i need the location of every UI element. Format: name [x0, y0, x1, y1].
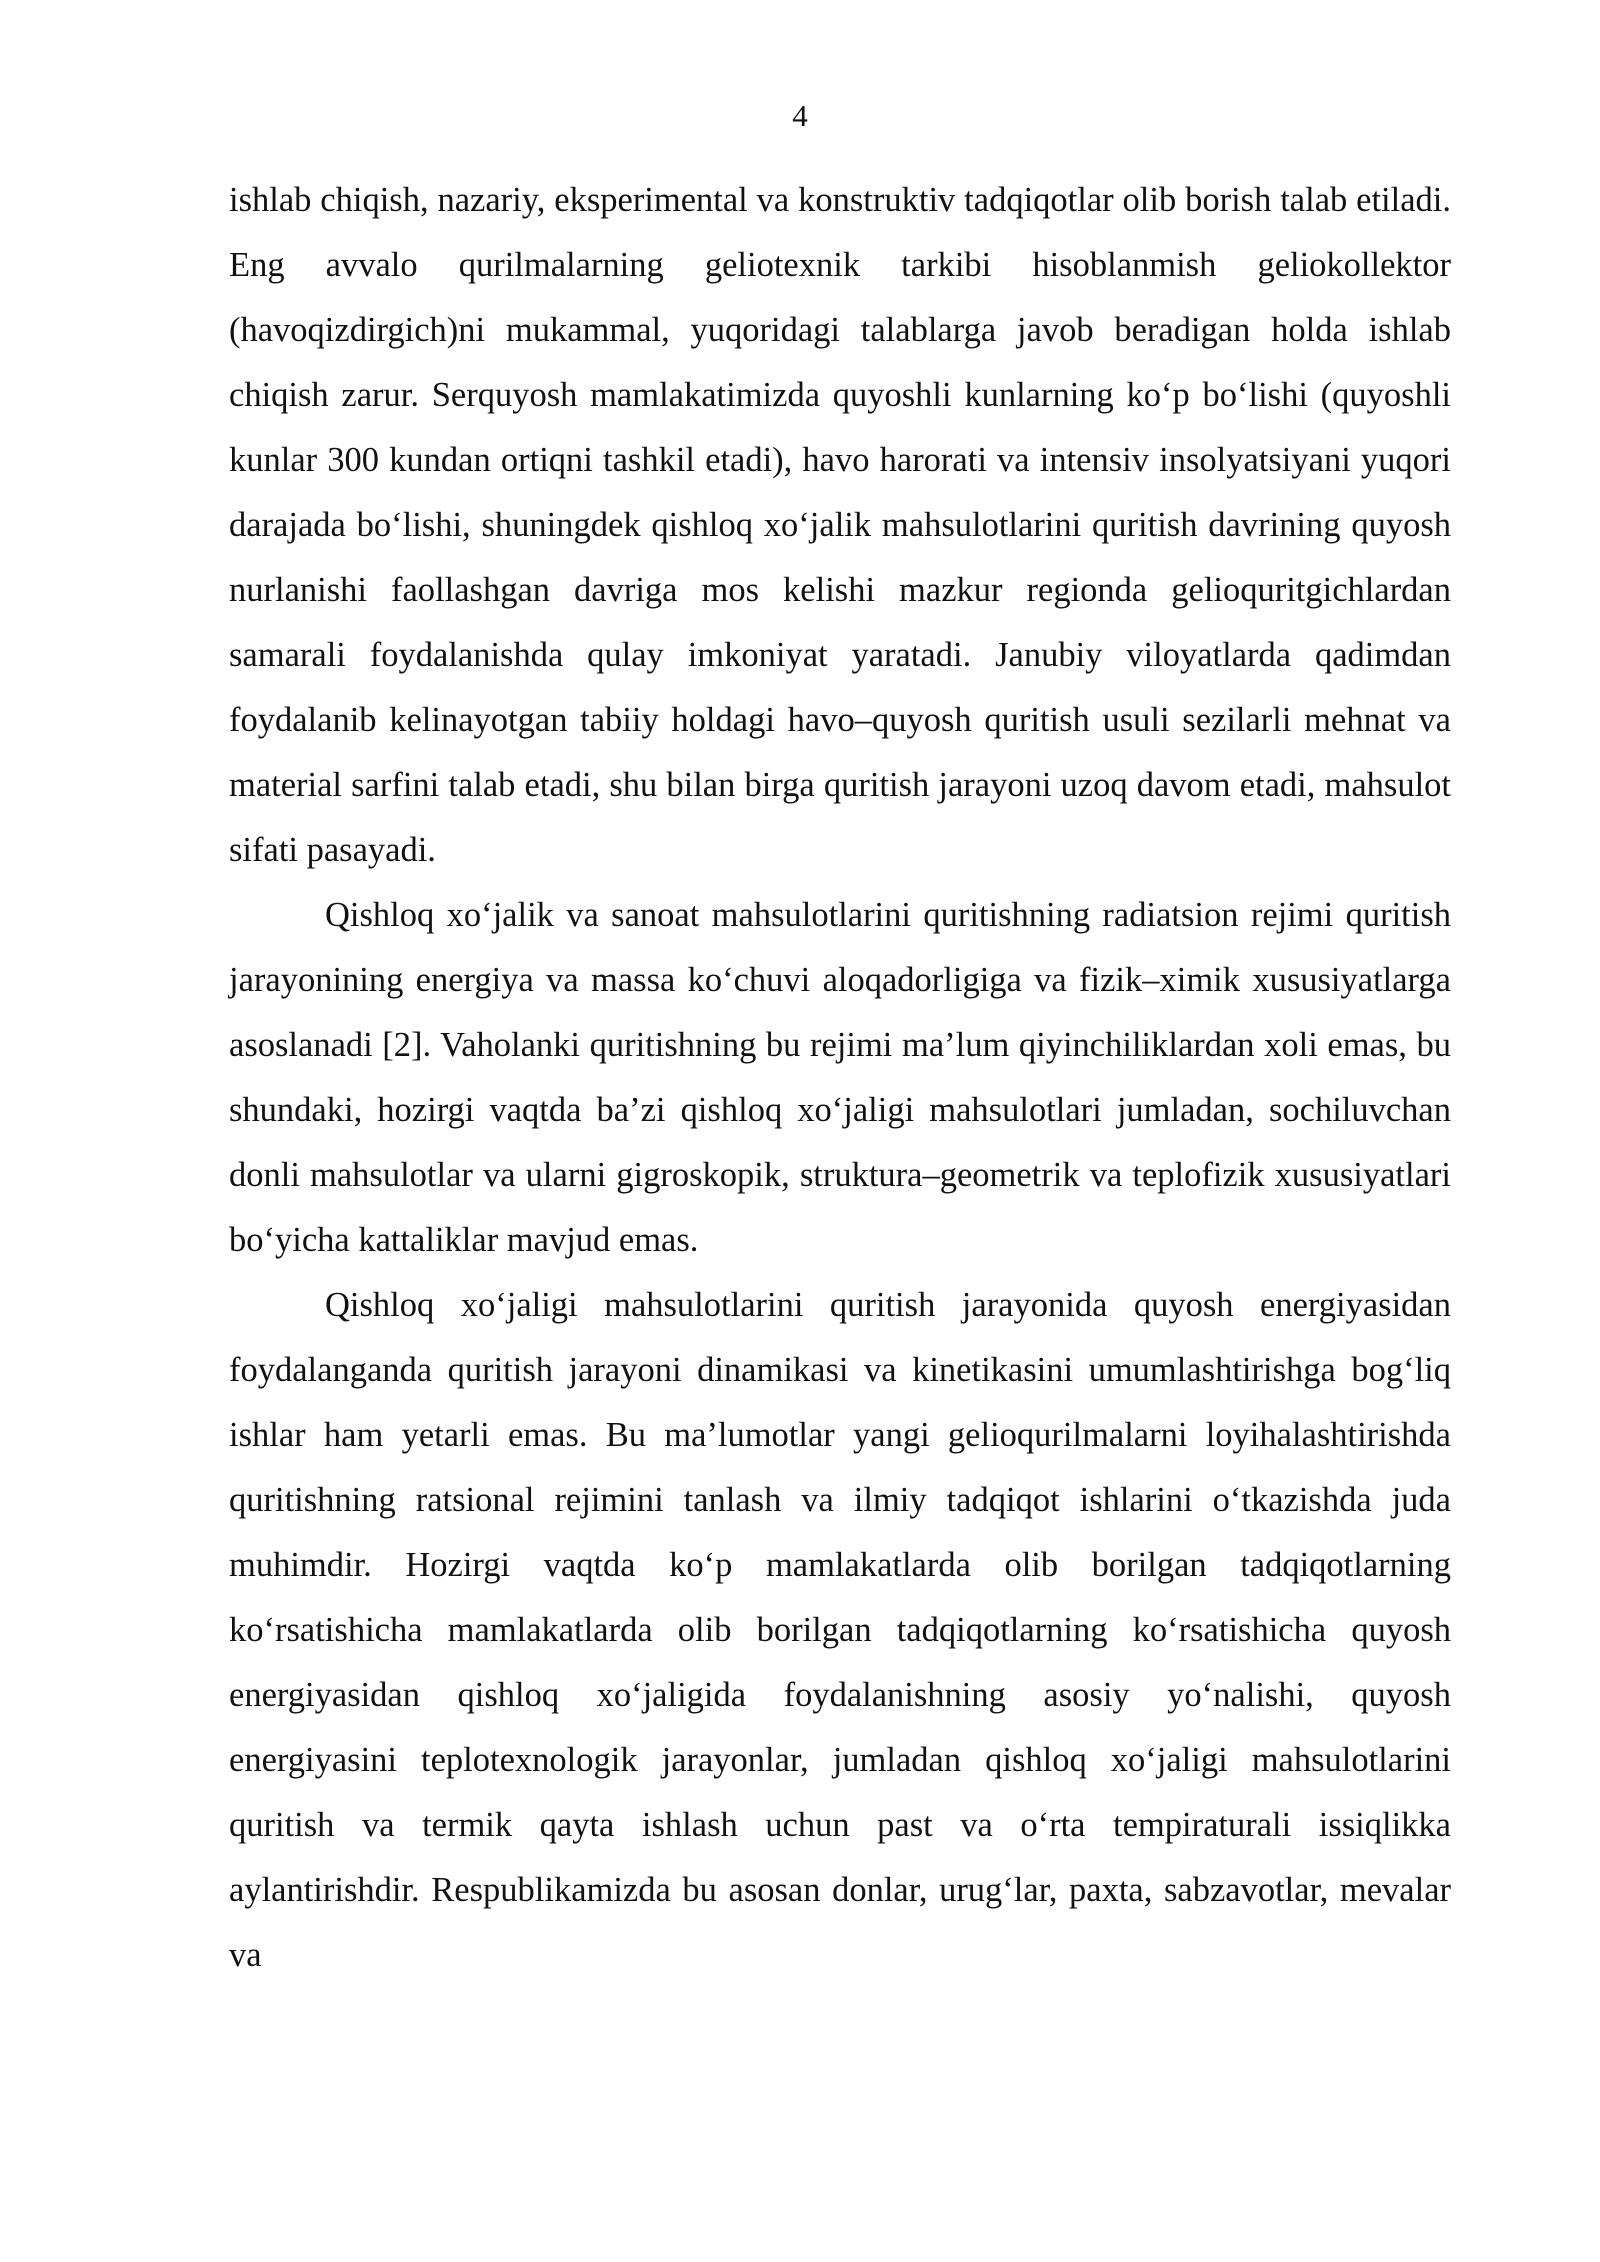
- body-text: [229, 168, 1451, 1988]
- paragraph-solar-drying: Qishloq xoʻjaligi mahsulotlarini quritish jarayonida quyosh energiyasidan foydalanganda quritish jarayoni dinamikasi va kinetikasini umumlashtirishga bogʻliq ishlar ham yetarli emas. Bu ma’lumotlar yangi gelioqurilmalarni loyihalashtirishda quritishning ratsional rejimini tanlash va ilmiy tadqiqot ishlarini oʻtkazishda juda muhimdir. Hozirgi vaqtda koʻp mamlakatlarda olib borilgan tadqiqotlarning koʻrsatishicha mamlakatlarda olib borilgan tadqiqotlarning koʻrsatishicha quyosh energiyasidan qishloq xoʻjaligida foydalanishning asosiy yoʻnalishi, quyosh energiyasini teplotexnologik jarayonlar, jumladan qishloq xoʻjaligi mahsulotlarini quritish va termik qayta ishlash uchun past va oʻrta tempiraturali issiqlikka aylantirishdir. Respublikamizda bu asosan donlar, urugʻlar, paxta, sabzavotlar, mevalar va: [229, 1286, 1451, 1974]
- page-number: 4: [792, 98, 808, 133]
- paragraph-radiation-regime: Qishloq xoʻjalik va sanoat mahsulotlarini quritishning radiatsion rejimi quritish jarayonining energiya va massa koʻchuvi aloqadorligiga va fizik–ximik xususiyatlarga asoslanadi [2]. Vaholanki quritishning bu rejimi ma’lum qiyinchiliklardan xoli emas, bu shundaki, hozirgi vaqtda ba’zi qishloq xoʻjaligi mahsulotlari jumladan, sochiluvchan donli mahsulotlar va ularni gigroskopik, struktura–geometrik va teplofizik xususiyatlari boʻyicha kattaliklar mavjud emas.: [229, 896, 1451, 1259]
- paragraph-continuation: ishlab chiqish, nazariy, eksperimental va konstruktiv tadqiqotlar olib borish talab etiladi. Eng avvalo qurilmalarning geliotexnik tarkibi hisoblanmish geliokollektor (havoqizdirgich)ni mukammal, yuqoridagi talablarga javob beradigan holda ishlab chiqish zarur. Serquyosh mamlakatimizda quyoshli kunlarning koʻp boʻlishi (quyoshli kunlar 300 kundan ortiqni tashkil etadi), havo harorati va intensiv insolyatsiyani yuqori darajada boʻlishi, shuningdek qishloq xoʻjalik mahsulotlarini quritish davrining quyosh nurlanishi faollashgan davriga mos kelishi mazkur regionda gelioquritgichlardan samarali foydalanishda qulay imkoniyat yaratadi. Janubiy viloyatlarda qadimdan foydalanib kelinayotgan tabiiy holdagi havo–quyosh quritish usuli sezilarli mehnat va material sarfini talab etadi, shu bilan birga quritish jarayoni uzoq davom etadi, mahsulot sifati pasayadi.: [229, 181, 1451, 869]
